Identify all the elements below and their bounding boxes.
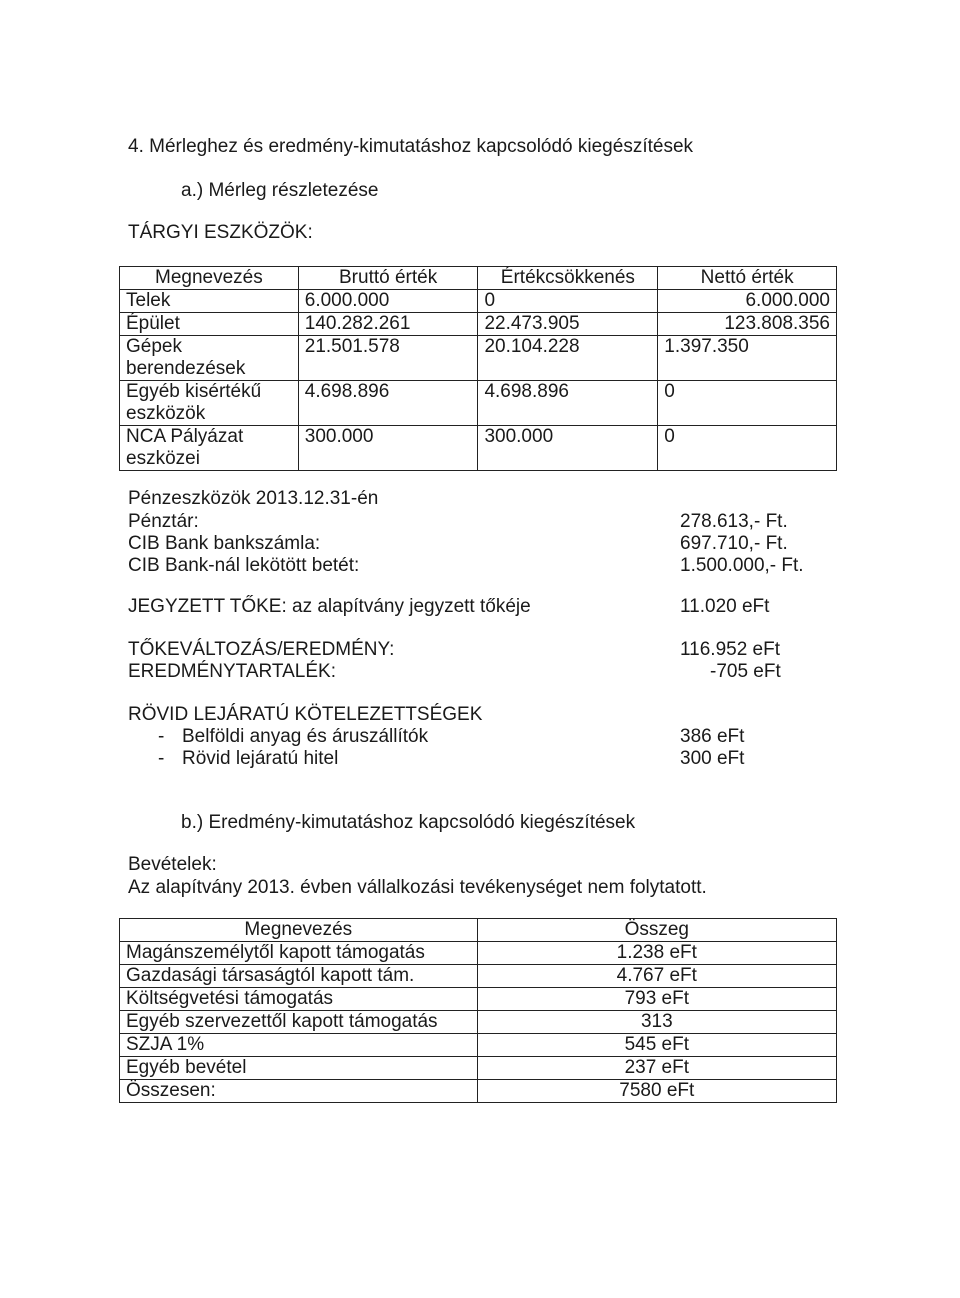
cash-value-bank: 697.710,- Ft. xyxy=(680,533,788,554)
profit-reserve-label: EREDMÉNYTARTALÉK: xyxy=(128,661,336,682)
table-cell: 4.767 eFt xyxy=(477,965,836,988)
cash-value-till: 278.613,- Ft. xyxy=(680,511,788,532)
table-row xyxy=(120,1057,837,1080)
table-cell: 4.698.896 xyxy=(478,381,658,426)
table-cell: 4.698.896 xyxy=(298,381,478,426)
table-cell: Összesen: xyxy=(120,1080,478,1103)
registered-capital-label: JEGYZETT TŐKE: az alapítvány jegyzett tőkéje xyxy=(128,596,531,617)
header-cell-amount: Összeg xyxy=(477,919,836,942)
table-cell: 793 eFt xyxy=(477,988,836,1011)
liability-value-loan: 300 eFt xyxy=(680,748,745,769)
section-title: 4. Mérleghez és eredmény-kimutatáshoz kapcsolódó kiegészítések xyxy=(128,136,694,157)
table-cell: Magánszemélytől kapott támogatás xyxy=(120,942,478,965)
table-cell: 1.238 eFt xyxy=(477,942,836,965)
liability-label-loan: Rövid lejáratú hitel xyxy=(182,748,339,769)
table-cell: 123.808.356 xyxy=(658,313,837,336)
table-cell: Költségvetési támogatás xyxy=(120,988,478,1011)
header-cell-net: Nettó érték xyxy=(658,267,837,290)
subsection-a-title: a.) Mérleg részletezése xyxy=(181,180,379,201)
table-cell: Egyéb kisértékű eszközök xyxy=(120,381,299,426)
table-cell: 0 xyxy=(658,426,837,471)
capital-change-value: 116.952 eFt xyxy=(680,639,781,660)
subsection-b-title: b.) Eredmény-kimutatáshoz kapcsolódó kiegészítések xyxy=(181,812,636,833)
liability-label-suppliers: Belföldi anyag és áruszállítók xyxy=(182,726,429,747)
table-cell: 6.000.000 xyxy=(298,290,478,313)
table-cell: Egyéb szervezettől kapott támogatás xyxy=(120,1011,478,1034)
cash-value-deposit: 1.500.000,- Ft. xyxy=(680,555,804,576)
table-cell: 140.282.261 xyxy=(298,313,478,336)
list-bullet: - xyxy=(158,726,165,747)
table-row xyxy=(120,1034,837,1057)
table-cell: Épület xyxy=(120,313,299,336)
table-cell: 237 eFt xyxy=(477,1057,836,1080)
table-cell: 20.104.228 xyxy=(478,336,658,381)
revenue-table-header xyxy=(120,919,837,942)
liability-value-suppliers: 386 eFt xyxy=(680,726,745,747)
table-cell: 21.501.578 xyxy=(298,336,478,381)
table-cell: 0 xyxy=(658,381,837,426)
table-cell: 1.397.350 xyxy=(658,336,837,381)
table-cell: 313 xyxy=(477,1011,836,1034)
table-cell: 300.000 xyxy=(478,426,658,471)
list-bullet: - xyxy=(158,748,165,769)
table-cell: 545 eFt xyxy=(477,1034,836,1057)
profit-reserve-value: -705 eFt xyxy=(710,661,781,682)
liabilities-heading: RÖVID LEJÁRATÚ KÖTELEZETTSÉGEK xyxy=(128,704,483,725)
table-row xyxy=(120,290,837,313)
cash-label-bank: CIB Bank bankszámla: xyxy=(128,533,321,554)
cash-label-till: Pénztár: xyxy=(128,511,199,532)
table-cell: Telek xyxy=(120,290,299,313)
table-row xyxy=(120,965,837,988)
table-row xyxy=(120,942,837,965)
revenue-heading: Bevételek: xyxy=(128,854,217,875)
table-cell: Gazdasági társaságtól kapott tám. xyxy=(120,965,478,988)
table-row xyxy=(120,336,837,381)
capital-change-label: TŐKEVÁLTOZÁS/EREDMÉNY: xyxy=(128,639,395,660)
header-cell-name: Megnevezés xyxy=(120,919,478,942)
table-cell: 6.000.000 xyxy=(658,290,837,313)
cash-label-deposit: CIB Bank-nál lekötött betét: xyxy=(128,555,360,576)
fixed-assets-heading: TÁRGYI ESZKÖZÖK: xyxy=(128,222,313,243)
table-row-total xyxy=(120,1080,837,1103)
table-cell: SZJA 1% xyxy=(120,1034,478,1057)
header-cell-gross: Bruttó érték xyxy=(298,267,478,290)
table-cell: 7580 eFt xyxy=(477,1080,836,1103)
assets-table-header xyxy=(120,267,837,290)
table-cell: 300.000 xyxy=(298,426,478,471)
revenue-note: Az alapítvány 2013. évben vállalkozási tevékenységet nem folytatott. xyxy=(128,877,707,898)
registered-capital-value: 11.020 eFt xyxy=(680,596,770,617)
table-row xyxy=(120,988,837,1011)
table-cell: Egyéb bevétel xyxy=(120,1057,478,1080)
revenue-table xyxy=(119,918,837,1103)
table-row xyxy=(120,313,837,336)
table-cell: 0 xyxy=(478,290,658,313)
assets-table xyxy=(119,266,837,471)
table-cell: NCA Pályázat eszközei xyxy=(120,426,299,471)
header-cell-name: Megnevezés xyxy=(120,267,299,290)
table-cell: 22.473.905 xyxy=(478,313,658,336)
table-row xyxy=(120,426,837,471)
table-cell: Gépek berendezések xyxy=(120,336,299,381)
cash-heading: Pénzeszközök 2013.12.31-én xyxy=(128,488,379,509)
table-row xyxy=(120,381,837,426)
header-cell-depreciation: Értékcsökkenés xyxy=(478,267,658,290)
table-row xyxy=(120,1011,837,1034)
